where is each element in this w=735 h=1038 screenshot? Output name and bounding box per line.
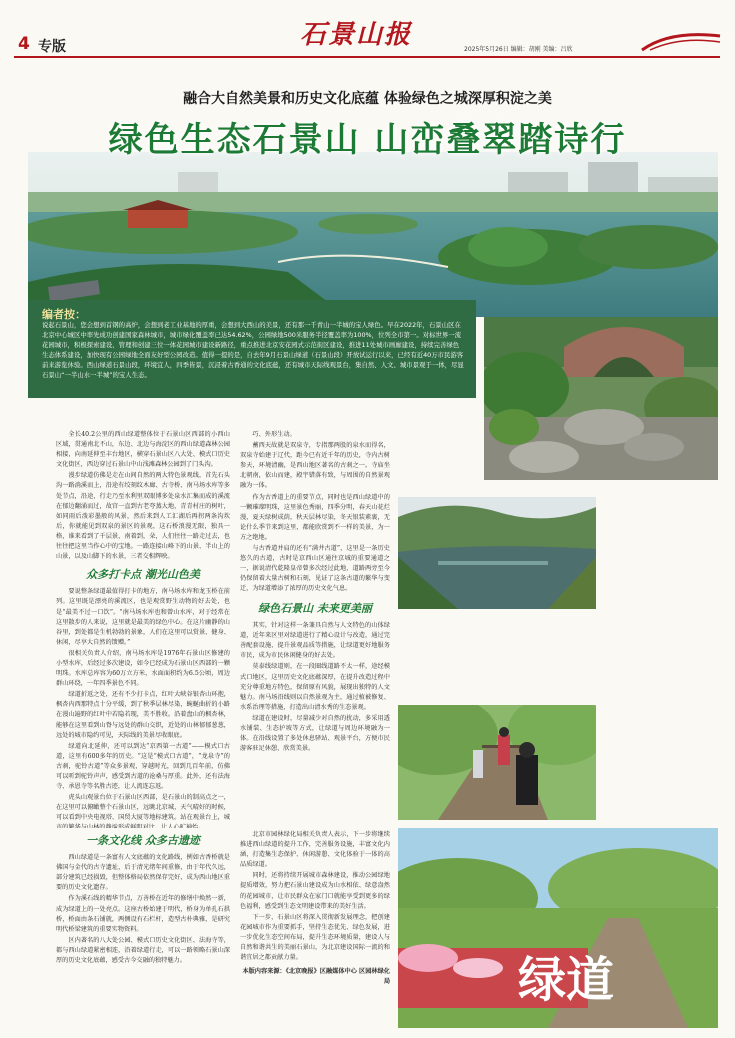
paper-name-logo: 石景山报 bbox=[300, 20, 413, 50]
greenway-sign-photo bbox=[398, 828, 718, 1028]
paragraph: 绿道在建设时，尽量减少对自然的扰动，多采用透水铺装、生态护坡等方式，让绿道与周边环境融为一体。在沿线设置了多处休息驿站、观景平台，方便市民游客驻足休憩，欣赏美景。 bbox=[240, 714, 390, 753]
section-heading: 绿色石景山 未来更美丽 bbox=[258, 602, 372, 615]
article-column-left-lower bbox=[56, 828, 230, 1028]
paragraph: 下一步，石景山区将深入贯彻新发展理念，把创建花园城市作为重要抓手，坚持生态优先、绿色发展，进一步优化生态空间布局，提升生态环境质量，建设人与自然和谐共生的美丽石景山，为北京建设国际一流的和谐宜居之都贡献力量。 bbox=[240, 913, 390, 962]
paragraph: 绿道向北延伸，还可以到达“京西第一古道”——模式口古道，这里有600多年的历史。“这是“模式口古道”，“龙泉寺”的古刹，驼铃古道”等众多景观，穿越时光，回到几百年前，仿佛可以听到驼铃声声，感受到古道的沧桑与厚重。此外，还有法海寺、承恩寺等名胜古迹，让人流连忘返。 bbox=[56, 742, 230, 791]
dateline: 2025年5月26日 编辑：胡刚 美编：吕欣 bbox=[464, 46, 573, 53]
paragraph: 作为溪石线的精华节点，万善桥在近年的修缮中焕然一新，成为绿道上的一处亮点。这座古桥始建于明代，桥身为单孔石拱桥，桥面由条石铺就，两侧设有石栏杆，造型古朴典雅，是研究明代桥梁建筑的重要实物资料。 bbox=[56, 895, 230, 933]
article-column-middle-lower bbox=[240, 596, 390, 828]
paragraph: 作为古香道上的重要节点，同时也是西山绿道中的一颗璀璨明珠，这里景色秀丽，四季分明，春天山花烂漫，夏天绿树成荫，秋天层林尽染，冬天银装素裹，无论什么季节来到这里，都能欣赏到不一样的美景，为一方之绝地。 bbox=[240, 493, 390, 541]
paragraph: 要说整条绿道最值得打卡的地方，南马场水库和龙玉桥在前列。这里既是漂亮的溪流区，也是观赏野生动物的好去处，也是“最美不过一口饮”。“南马场水库也和曾山水库，对于经常在这里散步的人来说，这里就是最美的绿色中心。在这片幽静的山谷里，到处都是生机勃勃的景象，人们在这里可以赏景、健身、休闲，尽享大自然的馈赠。” bbox=[56, 588, 230, 646]
article-column-middle-bottom bbox=[240, 830, 390, 1030]
paragraph: 虎头山观景台位于石景山区西部，是石景山的制高点之一，在这里可以俯瞰整个石景山区，远眺北京城，天气晴好的时候，可以看到中央电视塔、国贸大厦等地标建筑。站在观景台上，城 bbox=[56, 794, 230, 822]
paragraph: 巧、外形生动。 bbox=[252, 431, 296, 438]
paragraph: 北京市园林绿化局相关负责人表示，下一步将继续推进西山绿道的提升工作，完善服务设施，丰富文化内涵，打造集生态保护、休闲游憩、文化体验于一体的高品质绿道。 bbox=[240, 831, 390, 869]
hero-lake-park-photo bbox=[28, 152, 718, 317]
section-heading: 众多打卡点 潮光山色美 bbox=[86, 568, 200, 582]
editor-note-tag: 编者按： bbox=[42, 308, 86, 321]
masthead bbox=[0, 0, 735, 60]
paragraph: 莫泰线绿道则，在一段圈线道路不太一样，途经模式口地区，这里历史文化底蕴深厚，在提升改造过程中充分尊重地方特色，保留原有风貌，展现出独特的人文魅力。南马场沿线则以自然景观为主，通过植被修复、水系治理等措施，打造出山清水秀的生态景观。 bbox=[240, 663, 390, 711]
paragraph: 区内著名的八大处公园、模式口历史文化街区、法海寺等，都与西山绿道紧密相连，沿着绿道行走，可以一路领略石景山深厚的历史文化底蕴，感受古今交融的独特魅力。 bbox=[56, 936, 230, 965]
paragraph: 全长40.2公里的西山绿道整体位于石景山区西部的小西山区域，贯通南北不山，东边、北边与海淀区的西山绿道森林公园相接，向南延伸至丰台地区，横穿石景山区八大处、模式口历史文化街区，西边穿过石景山中山浅滩森林公园到了门头沟。 bbox=[56, 431, 230, 469]
editor-note-text: 说起石景山，您会想到首钢的高炉，会想到老工业基地的厚重，会想到大西山的美景，还有那一千青山一半城的宝人绿色。早在2022年，石景山区在北京中心城区中率先成功创建国家森林城市，城市绿化覆盖率已达54.62%，公园绿地500米服务半径覆盖率为100%，位列全市第一。对标世界一流花园城市，积极探索建设、管理和创建三位一体花园城市建设新路径，重点推进北京安花园式示范街区建设，推进11处城市画廊建设，持续完善绿色生态体系建设，加快现有公园绿地全面友好型公园改造。值得一提的是，自去年9月石景山绿道（石景山段）开放试运行以来，已经有近40万市民游客前来游览休验。西山绿道石景山段，环境宜人，四季皆景，沉浸着古香通的文化底蕴，还有城市天际线观景台，集自然、人文、城市景观于一体，尽显石景山“一半山水一半城”的宝人生态。 bbox=[42, 321, 464, 379]
section-heading: 一条文化线 众多古遗迹 bbox=[86, 834, 200, 847]
subheadline: 融合大自然美景和历史文化底蕴 体验绿色之城深厚积淀之美 bbox=[183, 91, 552, 107]
reservoir-photo bbox=[398, 497, 596, 609]
paragraph: 蓄西天故就是双泉寺，专指那两股的泉水而得名，双泉寺始建于辽代，距今已有近千年的历史，寺内古树参天，环境清幽，是西山地区著名的古刹之一。寺庙坐北朝南，依山而建，殿宇错落有致，与周围的自然景观融为一体。 bbox=[240, 442, 390, 490]
greenway-sign-text: 绿道 bbox=[518, 952, 615, 1008]
masthead-swoosh-icon bbox=[640, 28, 722, 52]
stone-bridge-photo bbox=[484, 317, 718, 480]
editor-note-box bbox=[28, 300, 476, 398]
hikers-boardwalk-photo bbox=[398, 705, 596, 820]
page-number: 4 bbox=[18, 34, 30, 54]
paragraph: 与古香道并肩的还有“满井古道”，这里是一条历史悠久的古道，古时是京西山区通往京城的重要通道之一，据说清代乾隆皇帝曾多次经过此地，道路两旁至今仍保留着大量古树和石刻，见证了这条古道的繁华与变迁，为绿道增添了浓厚的历史文化气息。 bbox=[240, 545, 390, 593]
paragraph: 西山绿道是一条富有人文底蕴的文化路线，例如古香桥就是佛国与金代的古寺遗址，后于清光绪年间重修，由于年代久远，部分建筑已经损毁，但整体格局依然保存完好，成为西山地区重要的历史文化遗存。 bbox=[56, 854, 230, 892]
paragraph: 绿道折返之处，还有不少打卡点，红叶大峡谷银杏山环抱，枫杏内西那特点十分平缓，到了秋季层林尽染，蜿蜒曲折的小路在漫山遍野的红叶中若隐若现，美不胜收。沿着盘山的枫杏林，能够在这里看到山脊与远处的群山交织，近处的山林郁郁葱葱，远处的城市隐约可见，天际线的美景尽收眼底。 bbox=[56, 691, 230, 739]
section-label: 专版 bbox=[38, 39, 66, 55]
content-source: 本版内容来源：《北京晚报》区融媒体中心 区园林绿化局 bbox=[242, 968, 390, 986]
main-headline: 绿色生态石景山 山峦叠翠踏诗行 bbox=[108, 120, 627, 160]
masthead-rule bbox=[14, 56, 720, 58]
paragraph: 同时，还将持续开展城市森林建设，推动公园绿地提质增效，努力把石景山建设成为山水相依、绿意盎然的花园城市，让市民群众在家门口就能享受到更多的绿色福利，感受到生态文明建设带来的美好生活。 bbox=[240, 872, 390, 910]
paragraph: 漫步绿道仿佛是走在山间自然的两大特色景观线，首先石头沟一路淌溪而上，沿途有绞刻纹木廊、古寺桥、南马场水库等多处节点，沿途，行走乃至水利里双眼博多处泉水汇集而成的溪流在郁边翻涌而过，故宫一直到古老夸蒸大地，青青村庄的树叶，如同雨后泼彩墨般的风景，然后来到人工汇湖后再拐两条沟坎后，你就能见到双泉的景区的景观，这石桥浪漫无限，独具一格，谁来看到了千层景，南着到，朵，人们往往一路走过去，也往往把这里当作心中的宝地。一路连接山峰下的山景、半山上的山景，以及山脚下的水景，三者交相辉映。 bbox=[56, 472, 230, 561]
paragraph: 其实，针对这样一条兼具自然与人文特色的山体绿道，近年来区里对绿道进行了精心设计与改造，通过完善配套设施、提升景观品质等措施，让绿道更好地服务市民，成为市民休闲健身的好去处。 bbox=[240, 622, 390, 660]
paragraph: 很相关负责人介绍，南马场水库是1976年石景山区修建的小型水库，后经过多次建设，如今已经成为石景山区西部的一颗明珠。水库总库容为60万立方米，水面面积约为6.5公顷，周边群山环绕，一年四季景色不同。 bbox=[56, 649, 230, 688]
